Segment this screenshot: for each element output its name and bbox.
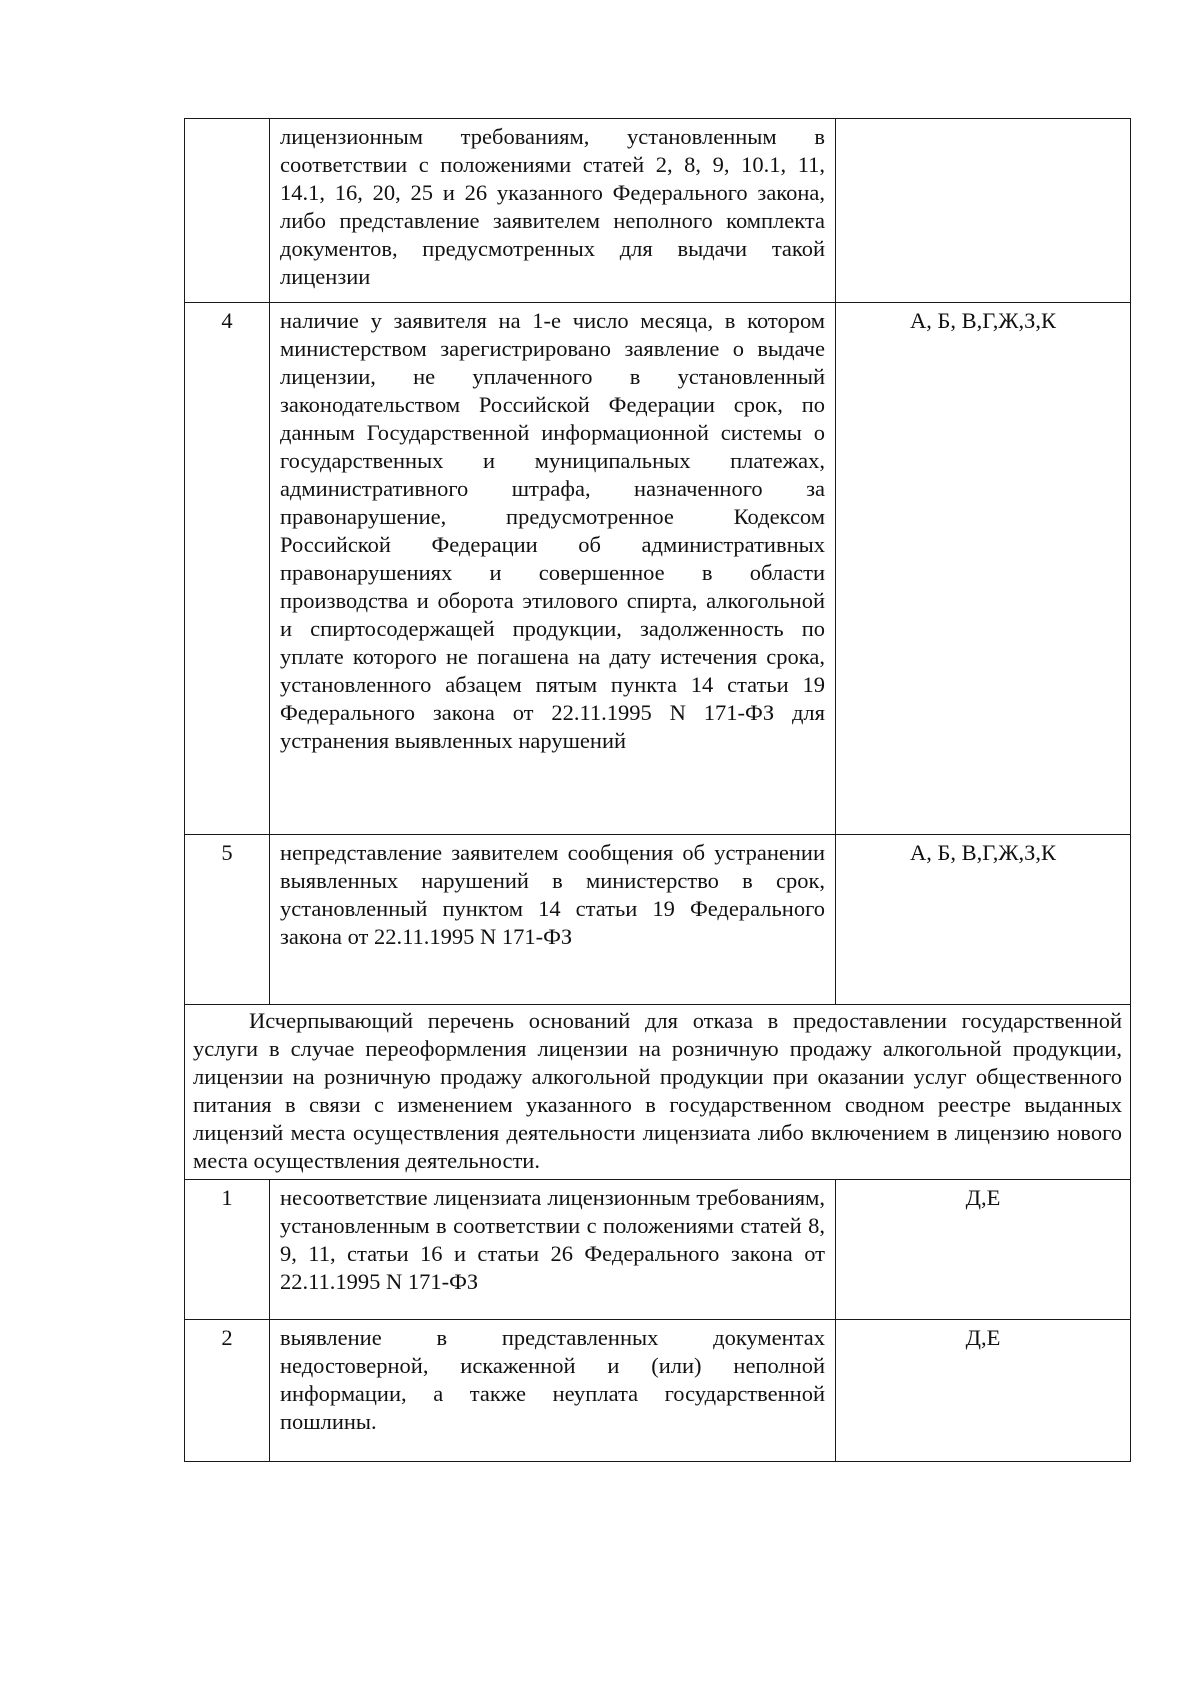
row-text: наличие у заявителя на 1-е число месяца, в котором министерством зарегистрировано заявление о выдаче лицензии, не уплаченного в установленный законодательством Российской Федерации срок, по данным Государственной информационной системы о государственных и муниципальных платежах, административного штрафа, назначенного за правонарушение, предусмотренное Кодексом Российской Федерации об административных правонарушениях и совершенное в области производства и оборота этилового спирта, алкогольной и спиртосодержащей продукции, задолженность по уплате которого не погашена на дату истечения срока, установленного абзацем пятым пункта 14 статьи 19 Федерального закона от 22.11.1995 N 171-ФЗ для устранения выявленных нарушений	[280, 308, 825, 753]
row-text-cell	[270, 1180, 836, 1320]
row-codes: Д,Е	[965, 1325, 1001, 1350]
row-text: непредставление заявителем сообщения об устранении выявленных нарушений в министерство в срок, установленный пунктом 14 статьи 19 Федерального закона от 22.11.1995 N 171-ФЗ	[280, 840, 825, 949]
section-heading-cell	[185, 1005, 1131, 1180]
row-text: лицензионным требованиям, установленным в соответствии с положениями статей 2, 8, 9, 10.1, 11, 14.1, 16, 20, 25 и 26 указанного Федерального закона, либо представление заявителем неполного комплекта документов, предусмотренных для выдачи такой лицензии	[280, 124, 825, 289]
row-codes-cell	[836, 835, 1131, 1005]
row-number-cell	[185, 835, 270, 1005]
row-number: 2	[221, 1325, 233, 1350]
grounds-table	[184, 118, 1131, 1462]
row-text: выявление в представленных документах недостоверной, искаженной и (или) неполной информации, а также неуплата государственной пошлины.	[280, 1325, 825, 1434]
row-number-cell	[185, 119, 270, 303]
row-text-cell	[270, 1320, 836, 1462]
row-text-cell	[270, 835, 836, 1005]
table-row	[185, 835, 1131, 1005]
section-heading: Исчерпывающий перечень оснований для отказа в предоставлении государственной услуги в случае переоформления лицензии на розничную продажу алкогольной продукции, лицензии на розничную продажу алкогольной продукции при оказании услуг общественного питания в связи с изменением указанного в государственном сводном реестре выданных лицензий места осуществления деятельности лицензиата либо включением в лицензию нового места осуществления деятельности.	[193, 1008, 1122, 1173]
row-codes-cell	[836, 1320, 1131, 1462]
row-number-cell	[185, 1320, 270, 1462]
table-row	[185, 1320, 1131, 1462]
table-row	[185, 303, 1131, 835]
row-text-cell	[270, 303, 836, 835]
row-codes: А, Б, В,Г,Ж,З,К	[909, 840, 1057, 865]
row-codes: Д,Е	[965, 1185, 1001, 1210]
table-row	[185, 1180, 1131, 1320]
table-row	[185, 119, 1131, 303]
row-codes-cell	[836, 1180, 1131, 1320]
row-codes-cell	[836, 303, 1131, 835]
row-number-cell	[185, 1180, 270, 1320]
row-codes: А, Б, В,Г,Ж,З,К	[909, 308, 1057, 333]
row-text: несоответствие лицензиата лицензионным требованиям, установленным в соответствии с положениями статей 8, 9, 11, статьи 16 и статьи 26 Федерального закона от 22.11.1995 N 171-ФЗ	[280, 1185, 825, 1294]
row-codes-cell	[836, 119, 1131, 303]
row-number: 5	[221, 840, 233, 865]
row-number: 4	[221, 308, 233, 333]
row-number-cell	[185, 303, 270, 835]
section-heading-row	[185, 1005, 1131, 1180]
row-number: 1	[221, 1185, 233, 1210]
row-text-cell	[270, 119, 836, 303]
